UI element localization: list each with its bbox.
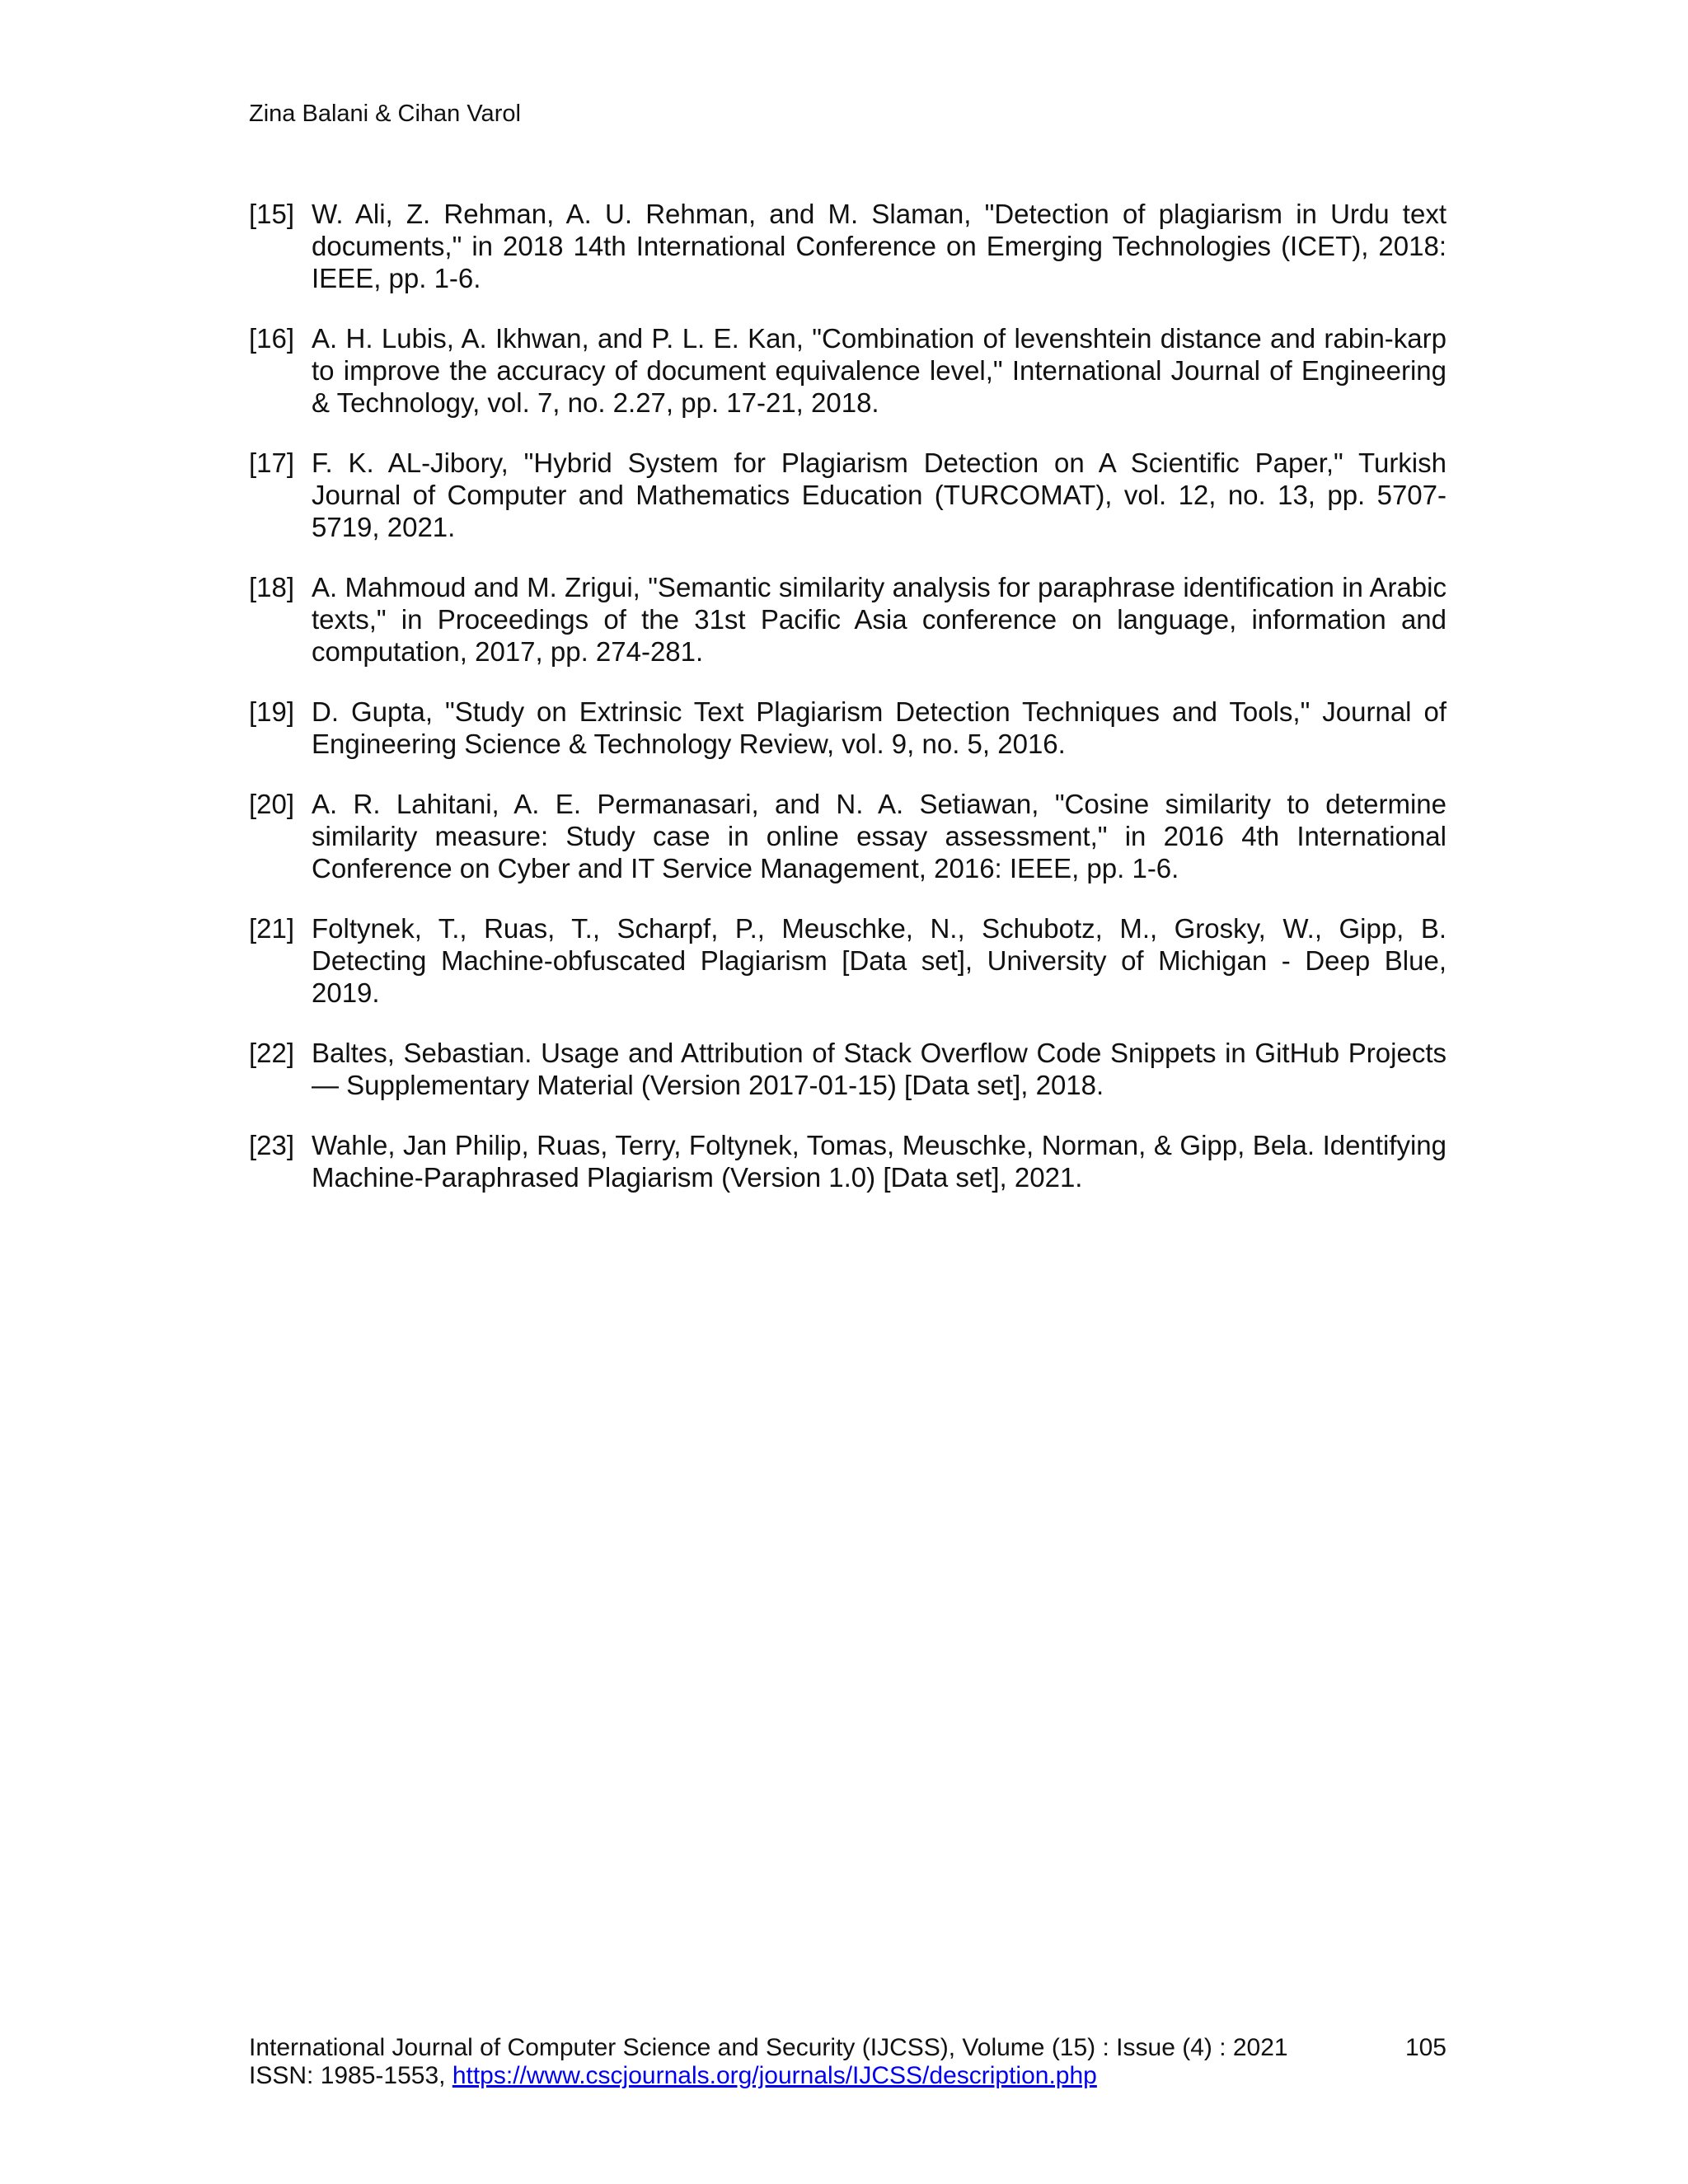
reference-text: W. Ali, Z. Rehman, A. U. Rehman, and M. Slaman, "Detection of plagiarism in Urdu text documents," in 2018 14th International Conference on Emerging Technologies (ICET), 2018: IEEE, pp. 1-6. xyxy=(312,199,1447,293)
reference-number: [19] xyxy=(249,696,295,727)
reference-item xyxy=(249,322,1447,419)
reference-item xyxy=(249,447,1447,543)
page-footer xyxy=(249,2034,1447,2090)
reference-text: Foltynek, T., Ruas, T., Scharpf, P., Meuschke, N., Schubotz, M., Grosky, W., Gipp, B. Detecting Machine-obfuscated Plagiarism [Data set], University of Michigan - Deep Blue, 2019. xyxy=(312,913,1447,1008)
reference-number: [17] xyxy=(249,448,295,478)
reference-item xyxy=(249,571,1447,668)
reference-text: Baltes, Sebastian. Usage and Attribution of Stack Overflow Code Snippets in GitHub Projects — Supplementary Material (Version 2017-01-15) [Data set], 2018. xyxy=(312,1038,1447,1100)
reference-item xyxy=(249,912,1447,1009)
journal-description-link[interactable]: https://www.cscjournals.org/journals/IJCSS/description.php xyxy=(452,2062,1097,2089)
reference-number: [23] xyxy=(249,1130,295,1160)
footer-journal-row xyxy=(249,2034,1447,2062)
reference-number: [22] xyxy=(249,1038,295,1068)
reference-item xyxy=(249,198,1447,294)
reference-item xyxy=(249,1037,1447,1101)
reference-number: [21] xyxy=(249,913,295,944)
reference-number: [16] xyxy=(249,323,295,354)
reference-number: [18] xyxy=(249,572,295,602)
reference-text: A. Mahmoud and M. Zrigui, "Semantic similarity analysis for paraphrase identification in Arabic texts," in Proceedings of the 31st Pacific Asia conference on language, information and computation, 2017, pp. 274-281. xyxy=(312,572,1447,667)
footer-journal-info: International Journal of Computer Science and Security (IJCSS), Volume (15) : Issue (4) : 2021 xyxy=(249,2034,1288,2061)
reference-item xyxy=(249,788,1447,884)
running-header: Zina Balani & Cihan Varol xyxy=(249,101,521,127)
reference-number: [15] xyxy=(249,199,295,229)
reference-text: D. Gupta, "Study on Extrinsic Text Plagiarism Detection Techniques and Tools," Journal of Engineering Science & Technology Review, vol. 9, no. 5, 2016. xyxy=(312,696,1447,759)
reference-text: A. R. Lahitani, A. E. Permanasari, and N. A. Setiawan, "Cosine similarity to determine similarity measure: Study case in online essay assessment," in 2016 4th International Conference on Cyber and IT Service Management, 2016: IEEE, pp. 1-6. xyxy=(312,789,1447,883)
page-number: 105 xyxy=(1404,2034,1447,2061)
issn-text: ISSN: 1985-1553, xyxy=(249,2062,452,2089)
reference-text: A. H. Lubis, A. Ikhwan, and P. L. E. Kan, "Combination of levenshtein distance and rabin-karp to improve the accuracy of document equivalence level," International Journal of Engineering & Technology, vol. 7, no. 2.27, pp. 17-21, 2018. xyxy=(312,323,1447,418)
reference-text: Wahle, Jan Philip, Ruas, Terry, Foltynek, Tomas, Meuschke, Norman, & Gipp, Bela. Identifying Machine-Paraphrased Plagiarism (Version 1.0) [Data set], 2021. xyxy=(312,1130,1447,1193)
reference-item xyxy=(249,1129,1447,1193)
reference-number: [20] xyxy=(249,789,295,819)
reference-list xyxy=(249,198,1447,1221)
reference-text: F. K. AL-Jibory, "Hybrid System for Plagiarism Detection on A Scientific Paper," Turkish Journal of Computer and Mathematics Education (TURCOMAT), vol. 12, no. 13, pp. 5707-5719, 2021. xyxy=(312,448,1447,542)
reference-item xyxy=(249,696,1447,760)
footer-issn-row xyxy=(249,2062,1447,2090)
